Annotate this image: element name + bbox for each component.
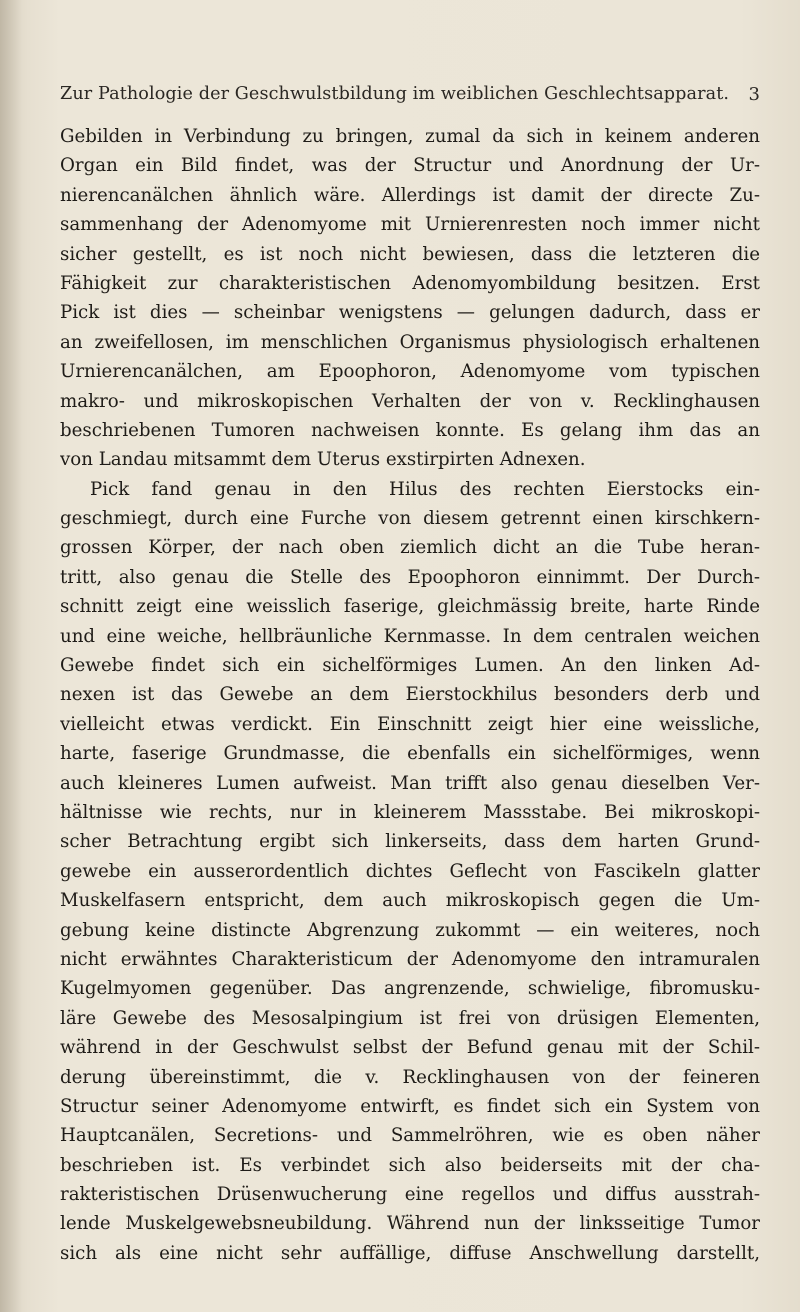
text-line: sich als eine nicht sehr auffällige, diffuse Anschwellung darstellt,	[60, 1242, 760, 1264]
text-line: Pick fand genau in den Hilus des rechten Eierstocks ein-	[90, 478, 760, 500]
page-number: 3	[748, 84, 760, 105]
text-line: Pick ist dies — scheinbar wenigstens — gelungen dadurch, dass er	[60, 302, 760, 324]
text-line: Fähigkeit zur charakteristischen Adenomyombildung besitzen. Erst	[60, 272, 760, 294]
text-line: von Landau mitsammt dem Uterus exstirpirten Adnexen.	[60, 449, 586, 471]
text-line: hältnisse wie rechts, nur in kleinerem Massstabe. Bei mikroskopi-	[60, 801, 760, 823]
text-line: sicher gestellt, es ist noch nicht bewiesen, dass die letzteren die	[60, 243, 760, 265]
text-line: auch kleineres Lumen aufweist. Man trifft also genau dieselben Ver-	[60, 772, 760, 794]
text-line: gebung keine distincte Abgrenzung zukommt — ein weiteres, noch	[60, 919, 760, 941]
text-line: geschmiegt, durch eine Furche von diesem getrennt einen kirschkern-	[60, 508, 760, 530]
text-line: Urnierencanälchen, am Epoophoron, Adenomyome vom typischen	[60, 361, 760, 383]
text-line: nexen ist das Gewebe an dem Eierstockhilus besonders derb und	[60, 684, 760, 706]
text-line: an zweifellosen, im menschlichen Organismus physiologisch erhaltenen	[60, 331, 760, 353]
text-line: sammenhang der Adenomyome mit Urnierenresten noch immer nicht	[60, 214, 760, 236]
running-title: Zur Pathologie der Geschwulstbildung im weiblichen Geschlechtsapparat.	[60, 84, 730, 104]
text-line: derung übereinstimmt, die v. Recklinghausen von der feineren	[60, 1066, 760, 1088]
text-line: beschriebenen Tumoren nachweisen konnte. Es gelang ihm das an	[60, 419, 760, 441]
text-line: Gebilden in Verbindung zu bringen, zumal da sich in keinem anderen	[60, 126, 760, 147]
text-line: während in der Geschwulst selbst der Befund genau mit der Schil-	[60, 1037, 760, 1059]
text-line: Muskelfasern entspricht, dem auch mikroskopisch gegen die Um-	[60, 890, 760, 912]
running-head	[60, 84, 760, 114]
text-line: Organ ein Bild findet, was der Structur und Anordnung der Ur-	[60, 155, 760, 177]
body-text	[60, 122, 760, 1268]
text-line: harte, faserige Grundmasse, die ebenfalls ein sichelförmiges, wenn	[60, 743, 760, 765]
text-line: und eine weiche, hellbräunliche Kernmasse. In dem centralen weichen	[60, 625, 760, 647]
binding-shadow	[0, 0, 22, 1312]
text-line: rakteristischen Drüsenwucherung eine regellos und diffus ausstrah-	[60, 1184, 760, 1206]
text-line: grossen Körper, der nach oben ziemlich dicht an die Tube heran-	[60, 537, 760, 559]
text-line: nierencanälchen ähnlich wäre. Allerdings ist damit der directe Zu-	[60, 184, 760, 206]
text-line: makro- und mikroskopischen Verhalten der von v. Recklinghausen	[60, 390, 760, 412]
text-line: gewebe ein ausserordentlich dichtes Geflecht von Fascikeln glatter	[60, 860, 760, 882]
text-line: nicht erwähntes Charakteristicum der Adenomyome den intramuralen	[60, 948, 760, 970]
text-line: Hauptcanälen, Secretions- und Sammelröhren, wie es oben näher	[60, 1125, 760, 1147]
text-line: beschrieben ist. Es verbindet sich also beiderseits mit der cha-	[60, 1154, 760, 1176]
text-line: scher Betrachtung ergibt sich linkerseits, dass dem harten Grund-	[60, 831, 760, 853]
text-line: lende Muskelgewebsneubildung. Während nun der linksseitige Tumor	[60, 1213, 760, 1235]
text-line: läre Gewebe des Mesosalpingium ist frei von drüsigen Elementen,	[60, 1007, 760, 1029]
text-line: schnitt zeigt eine weisslich faserige, gleichmässig breite, harte Rinde	[60, 596, 760, 618]
text-line: Kugelmyomen gegenüber. Das angrenzende, schwielige, fibromusku-	[60, 978, 760, 1000]
text-line: tritt, also genau die Stelle des Epoophoron einnimmt. Der Durch-	[60, 566, 760, 588]
text-line: Gewebe findet sich ein sichelförmiges Lumen. An den linken Ad-	[60, 655, 760, 677]
text-line: Structur seiner Adenomyome entwirft, es findet sich ein System von	[60, 1095, 760, 1117]
text-line: vielleicht etwas verdickt. Ein Einschnitt zeigt hier eine weissliche,	[60, 713, 760, 735]
